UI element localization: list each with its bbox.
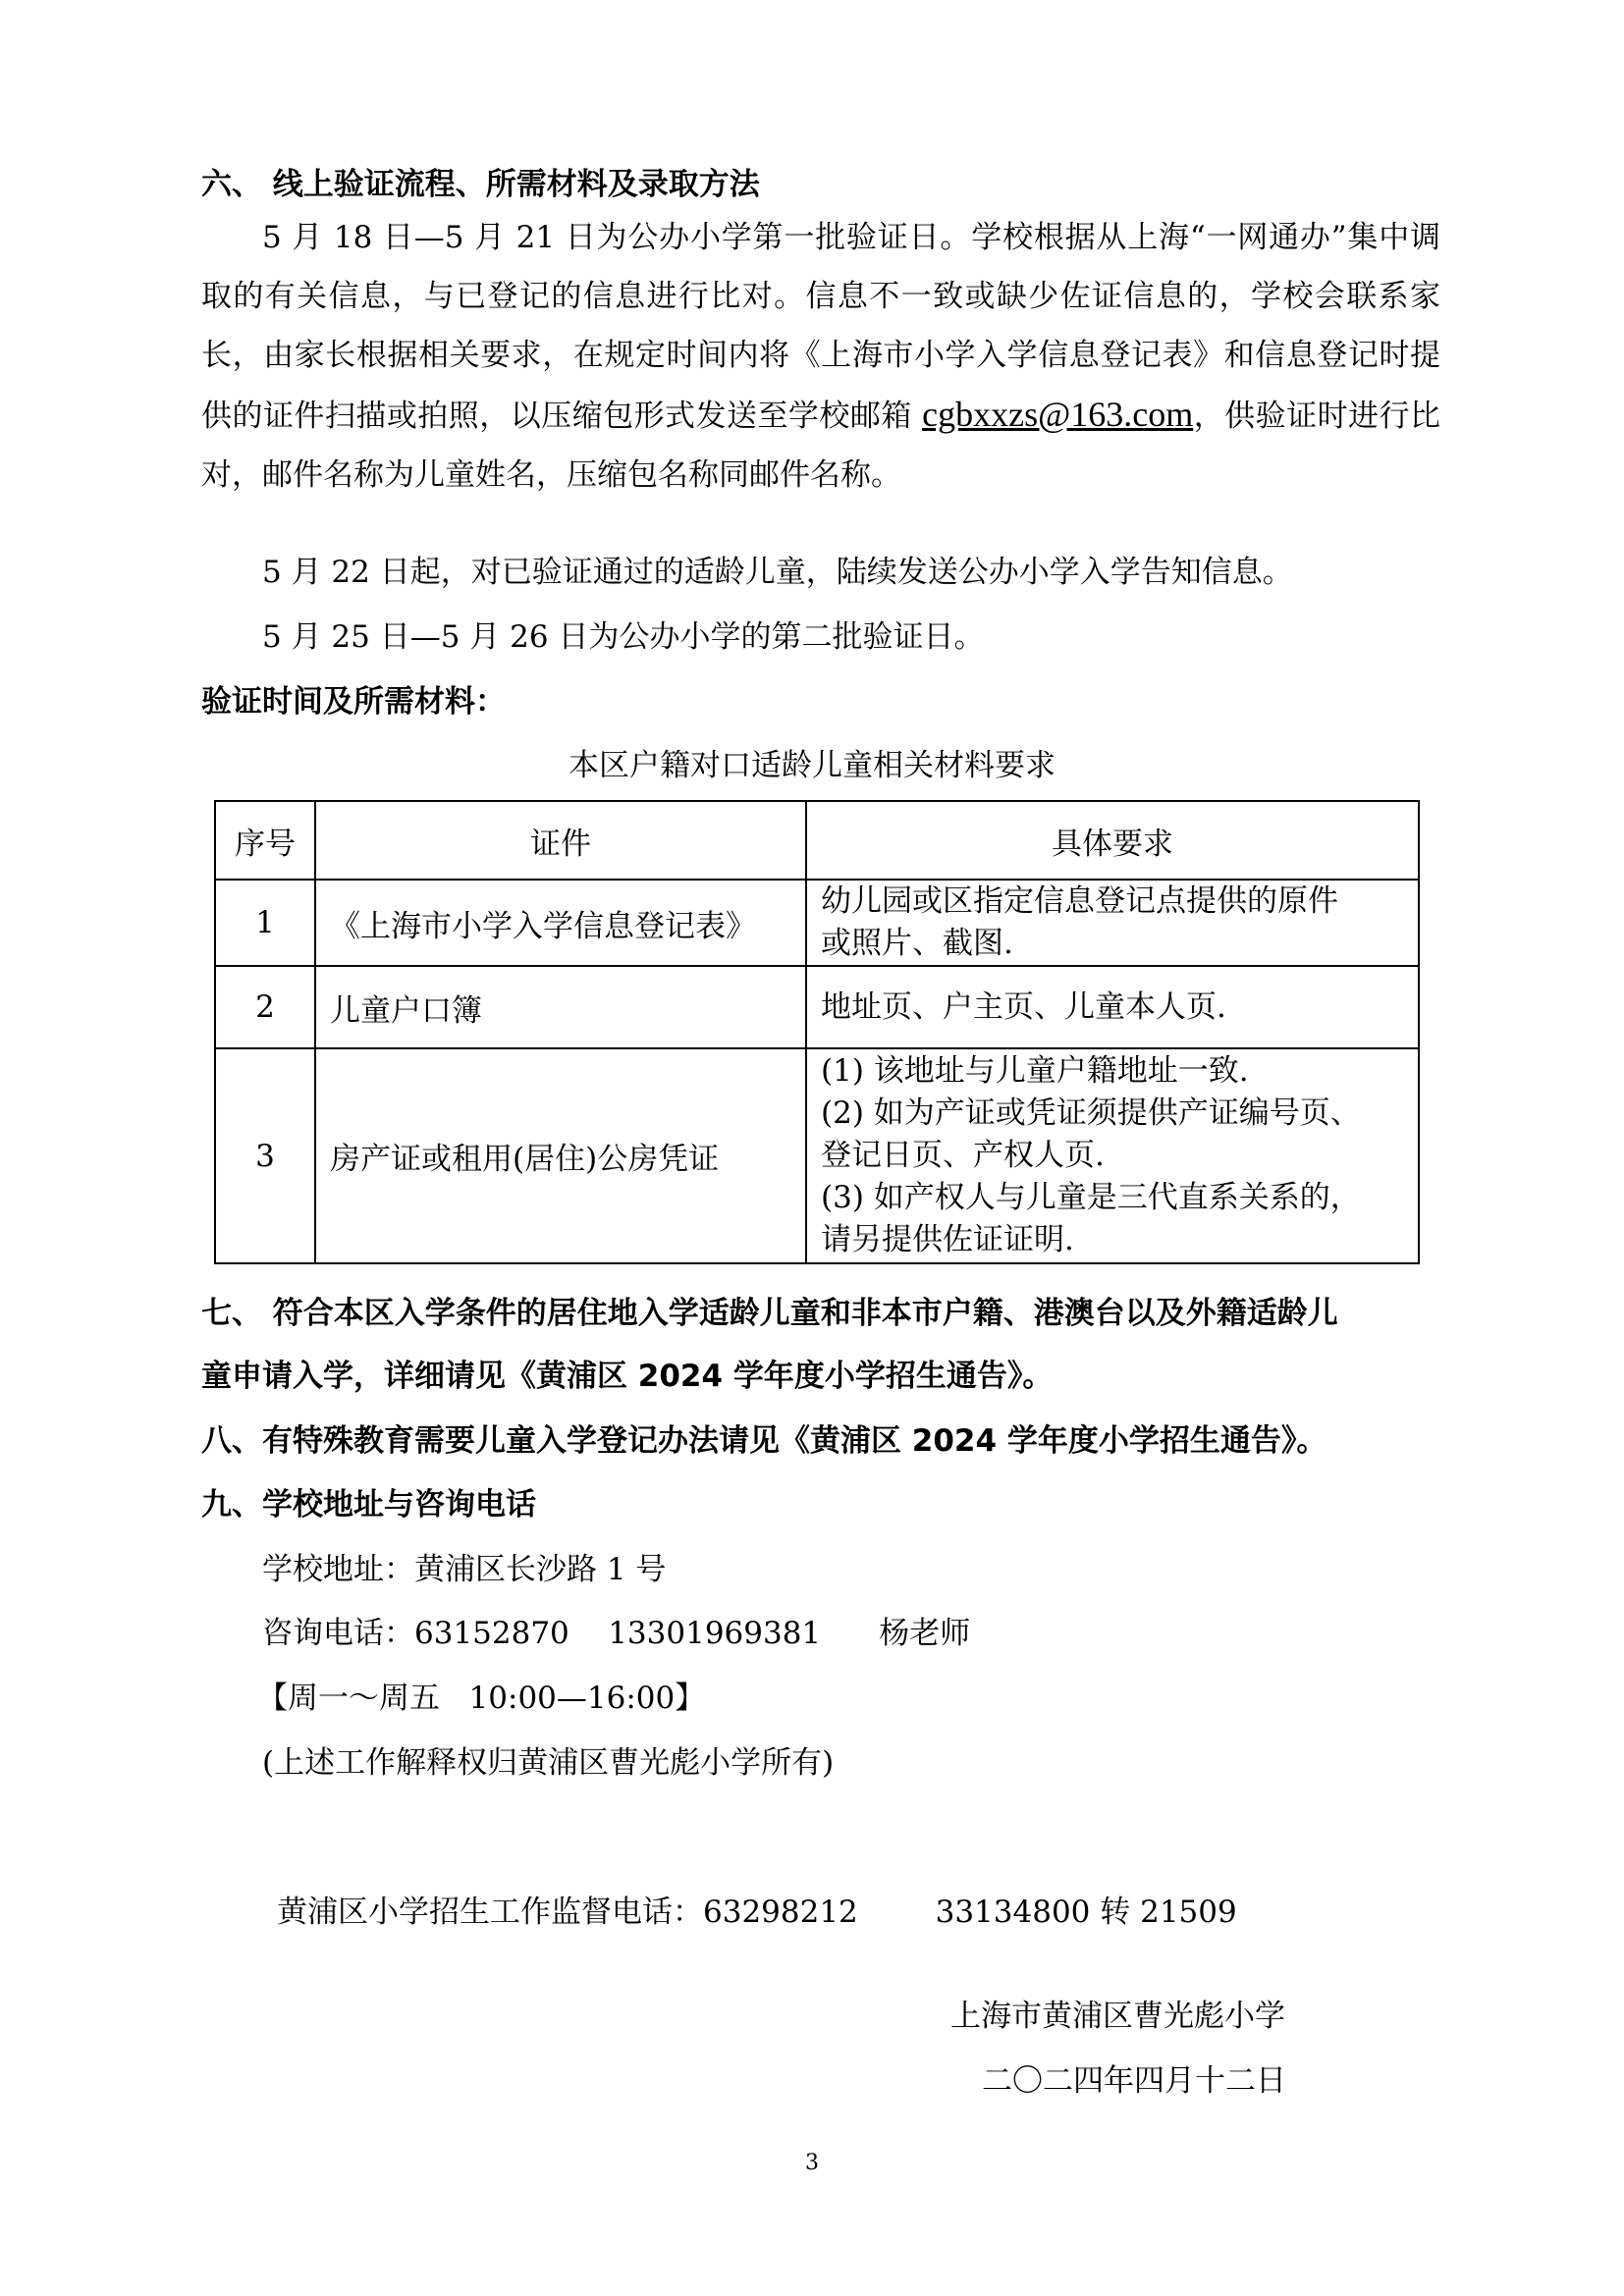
- table-title: 本区户籍对口适龄儿童相关材料要求: [568, 748, 1056, 783]
- table-row: [215, 880, 1419, 966]
- requirement-line: 登记日页、产权人页.: [821, 1138, 1105, 1173]
- table-header-row: [215, 801, 1419, 880]
- table-row: [215, 966, 1419, 1048]
- table-header-no: 序号: [215, 801, 315, 880]
- row-number: 1: [215, 880, 315, 966]
- row-number: 2: [215, 966, 315, 1048]
- section7-line-1: 七、 符合本区入学条件的居住地入学适龄儿童和非本市户籍、港澳台以及外籍适龄儿: [201, 1296, 1338, 1331]
- signature-school: 上海市黄浦区曹光彪小学: [950, 1999, 1285, 2034]
- section7-line-2: 童申请入学，详细请见《黄浦区 2024 学年度小学招生通告》。: [201, 1359, 1054, 1394]
- interpretation-note: (上述工作解释权归黄浦区曹光彪小学所有): [262, 1745, 835, 1781]
- page-number: 3: [805, 2151, 819, 2175]
- row-document: 《上海市小学入学信息登记表》: [315, 880, 806, 966]
- supervision-phone: 黄浦区小学招生工作监督电话：63298212 33134800 转 21509: [277, 1895, 1237, 1930]
- requirement-line: 或照片、截图.: [821, 926, 1013, 961]
- row-requirement: [806, 1048, 1419, 1263]
- requirements-table: [214, 800, 1420, 1264]
- table-header-requirement: 具体要求: [806, 801, 1419, 880]
- consult-phone: 咨询电话：63152870 13301969381 杨老师: [262, 1616, 971, 1651]
- section6-heading: 六、 线上验证流程、所需材料及录取方法: [201, 167, 760, 202]
- requirement-line: 地址页、户主页、儿童本人页.: [821, 988, 1226, 1025]
- materials-heading: 验证时间及所需材料：: [201, 684, 506, 720]
- office-hours: 【周一～周五 10:00—16:00】: [257, 1681, 706, 1716]
- section6-paragraph-3: 5 月 25 日—5 月 26 日为公办小学的第二批验证日。: [262, 619, 985, 655]
- requirement-line: (3) 如产权人与儿童是三代直系关系的，: [821, 1180, 1361, 1215]
- requirement-line: (1) 该地址与儿童户籍地址一致.: [821, 1053, 1249, 1089]
- school-email-link[interactable]: cgbxxzs@163.com: [922, 395, 1194, 434]
- requirement-line: (2) 如为产证或凭证须提供产证编号页、: [821, 1095, 1361, 1131]
- section6-paragraph-1-text-a: 5 月 18 日—5 月 21 日为公办小学第一批验证日。学校根据从上海“一网通办”集中调取的有关信息，与已登记的信息进行比对。信息不一致或缺少佐证信息的，学校会联系家长，由家长根据相关要求，在规定时间内将《上海市小学入学信息登记表》和信息登记时提供的证件扫描或拍照，以压缩包形式发送至学校邮箱: [201, 220, 1440, 434]
- section9-heading: 九、学校地址与咨询电话: [201, 1487, 536, 1522]
- section6-paragraph-1-text-b: ，供验证时进行比对，邮件名称为儿童姓名，压缩包名称同邮件名称。: [201, 399, 1440, 493]
- section6-paragraph-1: [201, 208, 1440, 505]
- school-address: 学校地址：黄浦区长沙路 1 号: [262, 1552, 667, 1587]
- requirement-line: 请另提供佐证证明.: [821, 1222, 1074, 1257]
- signature-date: 二〇二四年四月十二日: [982, 2063, 1286, 2099]
- row-number: 3: [215, 1048, 315, 1263]
- row-requirement: [806, 880, 1419, 966]
- section6-paragraph-2: 5 月 22 日起，对已验证通过的适龄儿童，陆续发送公办小学入学告知信息。: [262, 555, 1293, 590]
- requirement-line: 幼儿园或区指定信息登记点提供的原件: [821, 883, 1338, 919]
- table-header-document: 证件: [315, 801, 806, 880]
- row-requirement: [806, 966, 1419, 1048]
- row-document: 房产证或租用(居住)公房凭证: [315, 1048, 806, 1263]
- table-row: [215, 1048, 1419, 1263]
- row-document: 儿童户口簿: [315, 966, 806, 1048]
- section8-text: 八、有特殊教育需要儿童入学登记办法请见《黄浦区 2024 学年度小学招生通告》。: [201, 1423, 1327, 1459]
